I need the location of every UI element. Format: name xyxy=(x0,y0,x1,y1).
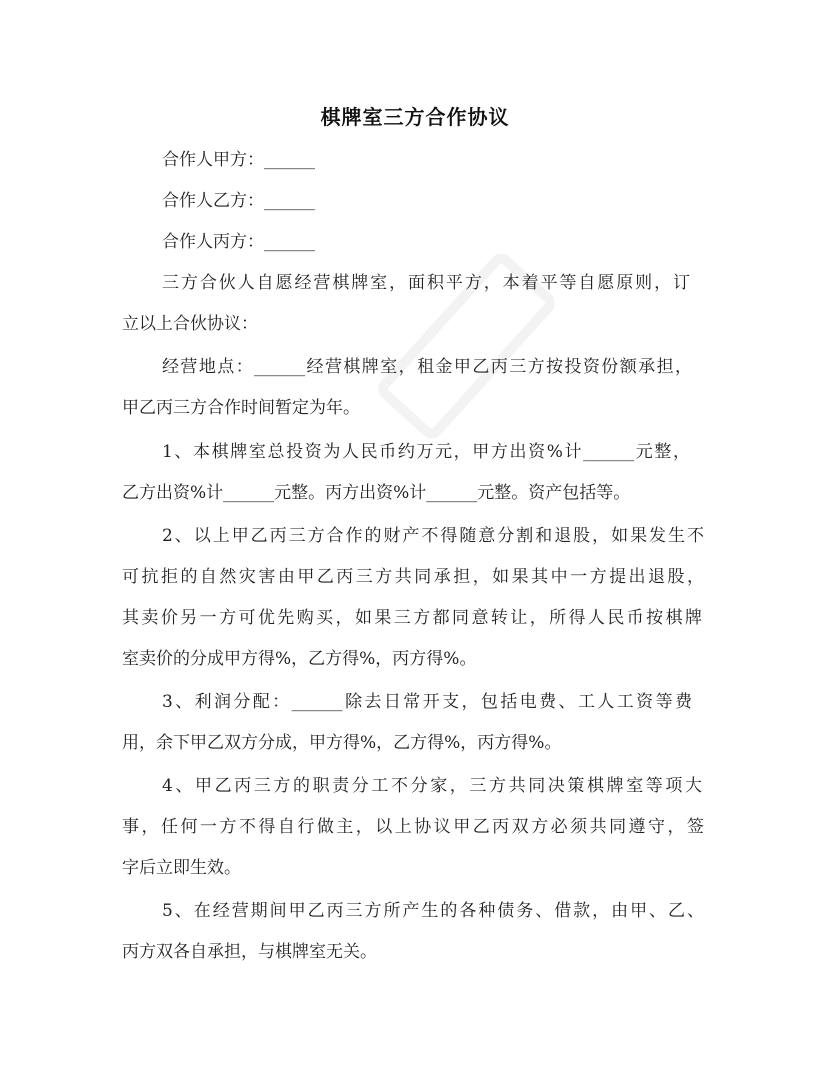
clause-3-line: 3、利润分配：______除去日常开支，包括电费、工人工资等费 xyxy=(162,692,692,712)
party-b-line: 合作人乙方：______ xyxy=(162,191,315,211)
clause-3-line: 用，余下甲乙双方分成，甲方得%，乙方得%，丙方得%。 xyxy=(122,733,562,753)
document-title: 棋牌室三方合作协议 xyxy=(320,105,510,129)
clause-5-line: 5、在经营期间甲乙丙三方所产生的各种债务、借款，由甲、乙、 xyxy=(162,901,704,921)
clause-4-line: 4、甲乙丙三方的职责分工不分家，三方共同决策棋牌室等项大 xyxy=(162,776,702,796)
party-a-line: 合作人甲方：______ xyxy=(162,150,315,170)
clause-5-line: 丙方双各自承担，与棋牌室无关。 xyxy=(122,942,377,962)
clause-4-line: 事，任何一方不得自行做主，以上协议甲乙丙双方必须共同遵守，签 xyxy=(122,817,704,837)
party-c-line: 合作人丙方：______ xyxy=(162,232,315,252)
clause-1-line: 乙方出资%计______元整。丙方出资%计______元整。资产包括等。 xyxy=(122,483,631,503)
clause-2-line: 其卖价另一方可优先购买，如果三方都同意转让，所得人民币按棋牌 xyxy=(122,608,702,628)
clause-2-line: 可抗拒的自然灾害由甲乙丙三方共同承担，如果其中一方提出退股， xyxy=(122,567,704,587)
clause-1-line: 1、本棋牌室总投资为人民币约万元，甲方出资%计______元整， xyxy=(162,442,690,462)
paragraph-intro-line: 三方合伙人自愿经营棋牌室，面积平方，本着平等自愿原则，订 xyxy=(162,273,690,293)
watermark-logo xyxy=(373,256,687,564)
paragraph-location-line: 甲乙丙三方合作时间暂定为年。 xyxy=(122,398,360,418)
paragraph-location-line: 经营地点：______经营棋牌室，租金甲乙丙三方按投资份额承担， xyxy=(162,357,692,377)
clause-2-line: 室卖价的分成甲方得%，乙方得%，丙方得%。 xyxy=(122,649,477,669)
clause-4-line: 字后立即生效。 xyxy=(122,858,241,878)
paragraph-intro-line: 立以上合伙协议： xyxy=(122,314,258,334)
clause-2-line: 2、以上甲乙丙三方合作的财产不得随意分割和退股，如果发生不 xyxy=(162,526,704,546)
